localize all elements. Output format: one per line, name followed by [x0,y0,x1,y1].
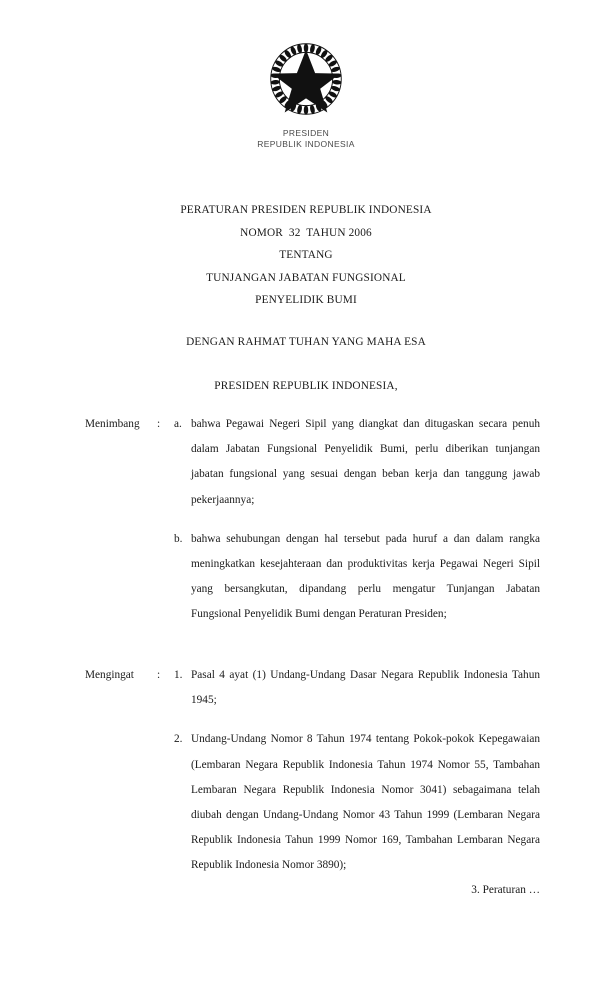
section-mengingat [85,663,540,879]
section-menimbang-items [174,412,540,628]
list-item [174,727,540,878]
footer-catchword: 3. Peraturan … [471,884,540,896]
item-text: bahwa Pegawai Negeri Sipil yang diangkat dan ditugaskan secara penuh dalam Jabatan Fungsional Penyelidik Bumi, perlu diberikan tunjangan jabatan fungsional yang sesuai dengan beban kerja dan tanggung jawab pekerjaannya; [191,418,540,506]
garuda-star-wreath-emblem-icon [263,36,349,122]
section-menimbang-label: Menimbang [85,418,140,430]
invocation-block [0,332,612,396]
section-mengingat-items [174,663,540,879]
list-item [174,663,540,713]
title-line-subject-2: PENYELIDIK BUMI [255,294,357,306]
section-menimbang [85,412,540,628]
item-marker: a. [174,418,182,430]
title-line-number-year: NOMOR 32 TAHUN 2006 [240,226,372,239]
item-text: bahwa sehubungan dengan hal tersebut pada huruf a dan dalam rangka meningkatkan kesejahteraan dan produktivitas kerja Pegawai Negeri Sipil yang bersangkutan, dipandang perlu mengatur Tunjangan Jabatan Fungsional Penyelidik Bumi dengan Peraturan Presiden; [191,532,540,621]
item-text: Pasal 4 ayat (1) Undang-Undang Dasar Negara Republik Indonesia Tahun 1945; [191,669,540,707]
presidential-emblem-block [0,36,612,149]
title-line-tentang: TENTANG [279,249,333,261]
list-item [174,527,540,628]
section-mengingat-colon: : [157,669,161,681]
section-mengingat-label: Mengingat [85,669,134,681]
list-item [174,412,540,513]
invocation-blessing: DENGAN RAHMAT TUHAN YANG MAHA ESA [186,336,426,348]
item-marker: 1. [174,669,183,681]
item-marker: b. [174,532,183,545]
item-marker: 2. [174,733,183,746]
emblem-caption [0,128,612,149]
item-text: Undang-Undang Nomor 8 Tahun 1974 tentang Pokok-pokok Kepegawaian (Lembaran Negara Republik Indonesia Tahun 1974 Nomor 55, Tambahan Lembaran Negara Republik Indonesia Nomor 3041) sebagaimana telah diubah dengan Undang-Undang Nomor 43 Tahun 1999 (Lembaran Negara Republik Indonesia Tahun 1999 Nomor 169, Tambahan Lembaran Negara Republik Indonesia Nomor 3890); [191,733,540,872]
invocation-president: PRESIDEN REPUBLIK INDONESIA, [214,380,398,392]
section-menimbang-colon: : [157,418,161,430]
title-line-regulation: PERATURAN PRESIDEN REPUBLIK INDONESIA [180,204,432,216]
document-title-block [0,199,612,312]
title-line-subject-1: TUNJANGAN JABATAN FUNGSIONAL [206,271,406,284]
emblem-caption-line-1: PRESIDEN [282,128,330,138]
emblem-caption-line-2: REPUBLIK INDONESIA [257,138,355,149]
